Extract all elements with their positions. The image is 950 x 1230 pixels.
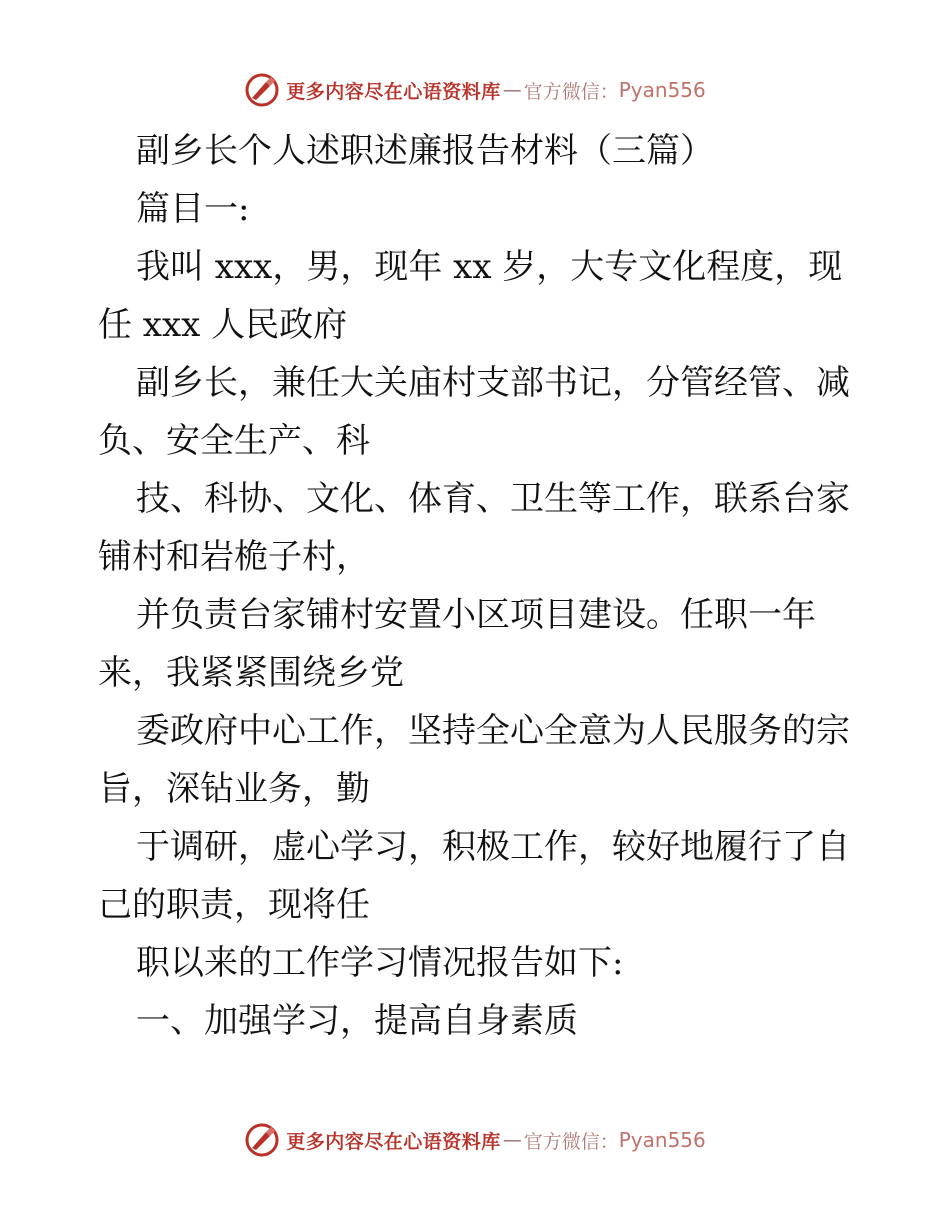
document-line: 于调研，虚心学习，积极工作，较好地履行了自 bbox=[136, 827, 850, 867]
document-line: 铺村和岩桅子村， bbox=[98, 537, 370, 577]
document-line: 任 xxx 人民政府 bbox=[98, 305, 348, 345]
watermark-handle: Pyan556 bbox=[618, 1128, 706, 1152]
watermark-sub-text: 官方微信： bbox=[523, 1130, 619, 1153]
footer-watermark bbox=[0, 1120, 950, 1160]
pen-logo-icon bbox=[244, 1122, 280, 1158]
document-line: 负、安全生产、科 bbox=[98, 421, 370, 461]
document-line: 旨，深钻业务，勤 bbox=[98, 769, 370, 809]
document-title: 副乡长个人述职述廉报告材料（三篇） bbox=[136, 131, 714, 171]
document-line: 一、加强学习，提高自身素质 bbox=[136, 1001, 578, 1041]
watermark-main-text: 更多内容尽在心语资料库 bbox=[286, 1130, 501, 1153]
document-line: 己的职责，现将任 bbox=[98, 885, 370, 925]
watermark-sub-text: 官方微信： bbox=[523, 80, 619, 103]
watermark-dash: — bbox=[502, 1129, 522, 1151]
document-line: 委政府中心工作，坚持全心全意为人民服务的宗 bbox=[136, 711, 850, 751]
document-line: 技、科协、文化、体育、卫生等工作，联系台家 bbox=[136, 479, 850, 519]
watermark-handle: Pyan556 bbox=[618, 78, 706, 102]
document-line: 职以来的工作学习情况报告如下: bbox=[136, 943, 624, 983]
watermark-main-text: 更多内容尽在心语资料库 bbox=[286, 80, 501, 103]
document-line: 副乡长，兼任大关庙村支部书记，分管经管、减 bbox=[136, 363, 850, 403]
document-line: 篇目一: bbox=[136, 189, 250, 229]
document-line: 我叫 xxx，男，现年 xx 岁，大专文化程度，现 bbox=[136, 247, 843, 287]
document-line: 来，我紧紧围绕乡党 bbox=[98, 653, 404, 693]
pen-logo-icon bbox=[244, 72, 280, 108]
document-line: 并负责台家铺村安置小区项目建设。任职一年 bbox=[136, 595, 816, 635]
watermark-dash: — bbox=[502, 79, 522, 101]
header-watermark bbox=[0, 70, 950, 110]
document-body bbox=[98, 122, 858, 1050]
